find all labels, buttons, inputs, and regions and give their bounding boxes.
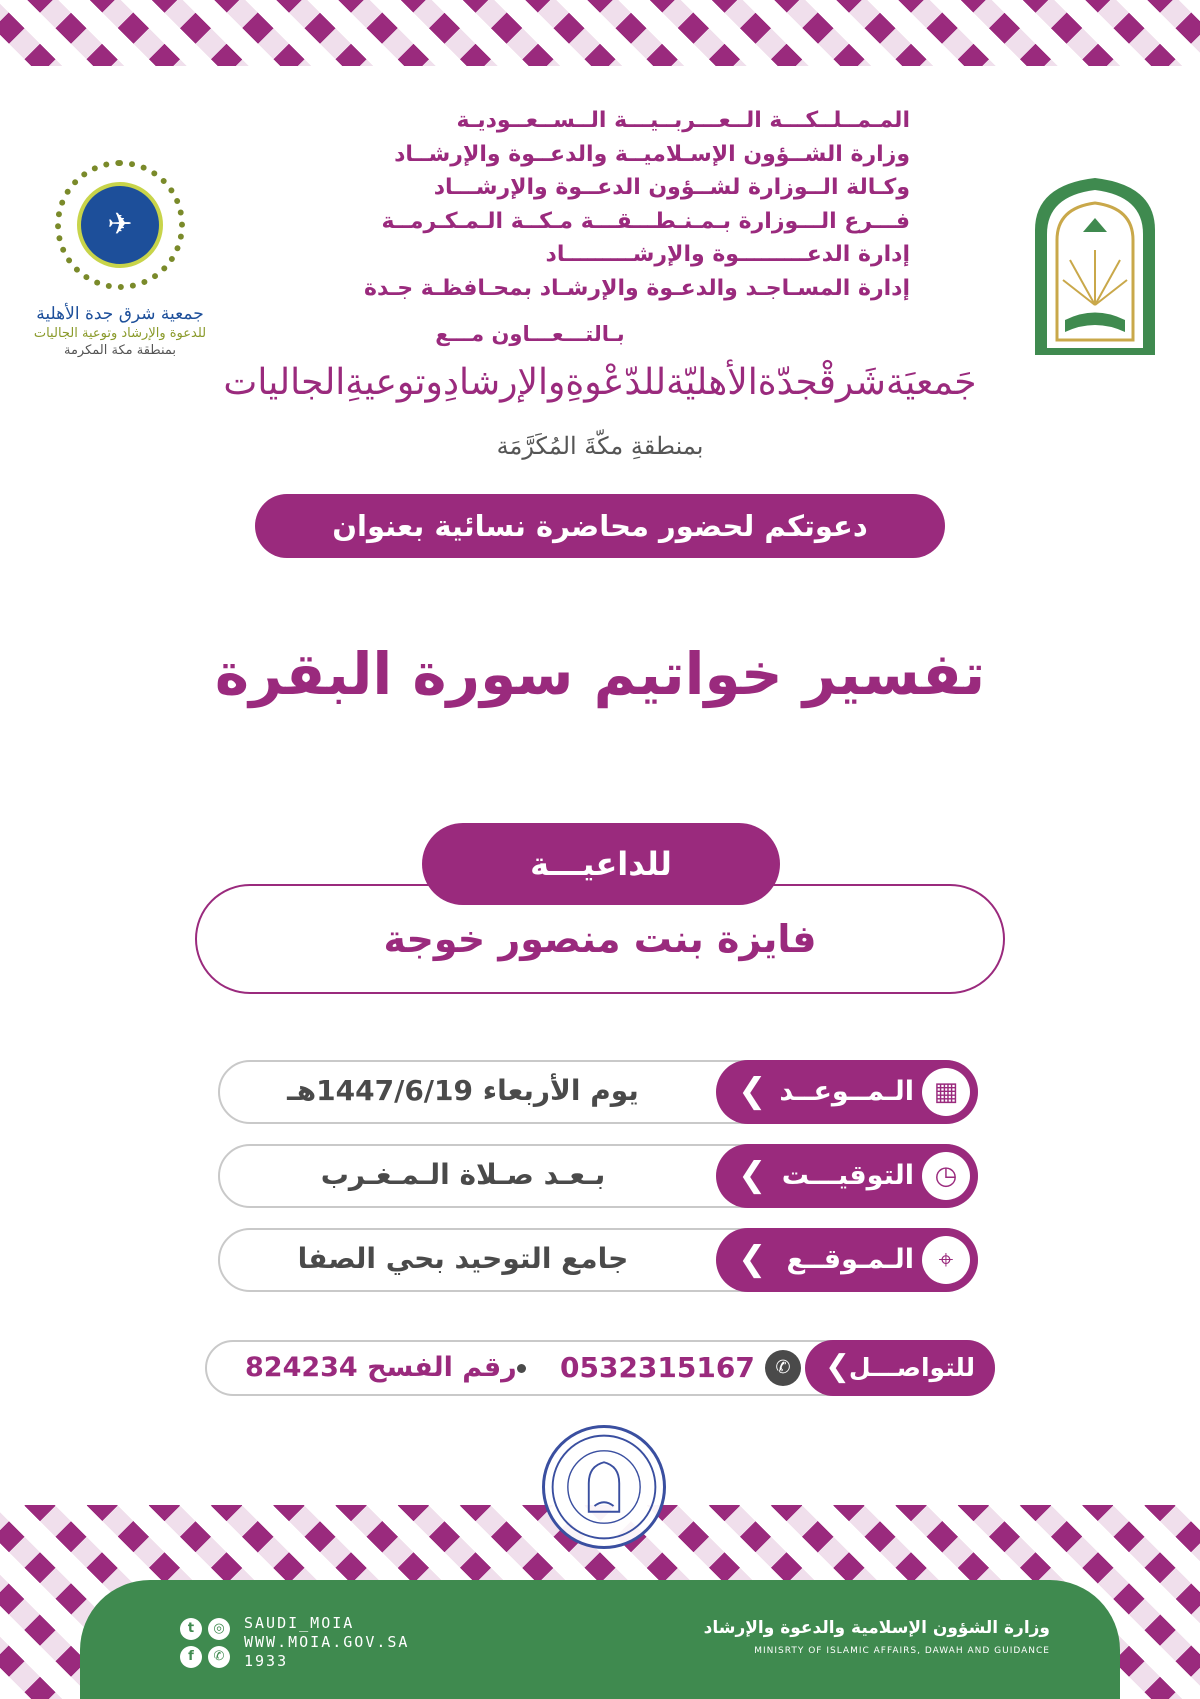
date-label: الـمــوعــد	[779, 1076, 914, 1107]
top-pattern-band	[0, 0, 1200, 66]
contact-row	[205, 1340, 995, 1396]
footer-social	[180, 1614, 409, 1671]
permit-number: رقم الفسح 824234	[245, 1352, 517, 1383]
info-row-date	[218, 1060, 978, 1124]
official-stamp-icon	[542, 1425, 666, 1549]
invitation-banner: دعوتكم لحضور محاضرة نسائية بعنوان	[255, 494, 945, 558]
association-logo-sub: للدعوة والإرشاد وتوعية الجاليات	[33, 326, 207, 341]
location-value: جامع التوحيد بحي الصفا	[297, 1242, 629, 1275]
whatsapp-icon[interactable]: ✆	[208, 1646, 230, 1668]
chevron-left-icon: ❮	[738, 1071, 767, 1111]
header-line: وكـالة الــوزارة لشــؤون الدعــوة والإرشـــاد	[433, 175, 910, 200]
info-row-time	[218, 1144, 978, 1208]
footer-ministry-ar: وزارة الشؤون الإسلامية والدعوة والإرشاد	[703, 1618, 1050, 1638]
header-ministry-lines	[270, 104, 910, 305]
contact-phone[interactable]: 0532315167	[560, 1351, 755, 1384]
location-label: الـمـوقــع	[786, 1244, 914, 1275]
footer-handle[interactable]: SAUDI_MOIA	[244, 1614, 355, 1632]
info-row-location	[218, 1228, 978, 1292]
globe-emblem-icon: ✈	[55, 160, 185, 290]
cooperation-text: بـالتـــعـــاون مـــع	[435, 322, 625, 346]
header-line: إدارة المسـاجـد والدعـوة والإرشـاد بمحـافظـة جـدة	[363, 275, 910, 301]
header-line: فـــرع الـــوزارة بـمـنـطـــقـــة مـكــة الـمـكـرمــة	[381, 208, 910, 234]
ministry-logo-icon	[1025, 170, 1165, 360]
time-label: التوقيـــت	[781, 1160, 914, 1191]
association-logo-region: بمنطقة مكة المكرمة	[63, 343, 177, 358]
footer-ministry-en: MINISRTY OF ISLAMIC AFFAIRS, DAWAH AND GUIDANCE	[754, 1646, 1050, 1656]
speaker-label: للداعيـــة	[422, 823, 780, 905]
association-logo-name: جمعية شرق جدة الأهلية	[36, 304, 204, 324]
footer-website[interactable]: WWW.MOIA.GOV.SA	[244, 1633, 410, 1651]
contact-label: للتواصـــل	[848, 1353, 975, 1382]
footer-bar	[80, 1580, 1120, 1699]
association-calligraphy-name: جَمعيَةشَرقْجدّةالأهليّةللدّعْوةِوالإرشادِوتوعيةِالجاليات	[223, 362, 977, 403]
date-label-pill	[716, 1060, 978, 1124]
twitter-icon[interactable]: t	[180, 1618, 202, 1640]
footer-number[interactable]: 1933	[244, 1652, 289, 1670]
speaker-name: فايزة بنت منصور خوجة	[383, 917, 817, 961]
chevron-left-icon: ❮	[738, 1239, 767, 1279]
time-label-pill	[716, 1144, 978, 1208]
calendar-icon: ▦	[922, 1068, 970, 1116]
location-label-pill	[716, 1228, 978, 1292]
separator-dot	[517, 1364, 526, 1373]
instagram-icon[interactable]: ◎	[208, 1618, 230, 1640]
association-region: بمنطقةِ مكّةَ المُكَرَّمَة	[496, 432, 704, 460]
header-line: إدارة الدعـــــــــوة والإرشـــــــــاد	[545, 242, 910, 267]
date-value: يوم الأربعاء 1447/6/19هـ	[287, 1074, 639, 1107]
stopwatch-icon: ◷	[922, 1152, 970, 1200]
location-pin-icon: ⌖	[922, 1236, 970, 1284]
chevron-left-icon: ❮	[825, 1349, 851, 1384]
footer-ministry	[704, 1618, 1050, 1656]
chevron-left-icon: ❮	[738, 1155, 767, 1195]
header-line: وزارة الشــؤون الإسـلاميــة والدعــوة والإرشــاد	[394, 141, 910, 167]
phone-icon: ✆	[765, 1350, 801, 1386]
contact-label-pill	[805, 1340, 995, 1396]
lecture-title: تفسير خواتيم سورة البقرة	[214, 640, 986, 708]
header-line: المـمــلــكـــة الــعـــربــيـــة الــســعــوديـة	[456, 108, 910, 133]
facebook-icon[interactable]: f	[180, 1646, 202, 1668]
association-logo	[20, 160, 220, 358]
time-value: بـعـد صـلاة الـمـغـرب	[320, 1158, 606, 1191]
